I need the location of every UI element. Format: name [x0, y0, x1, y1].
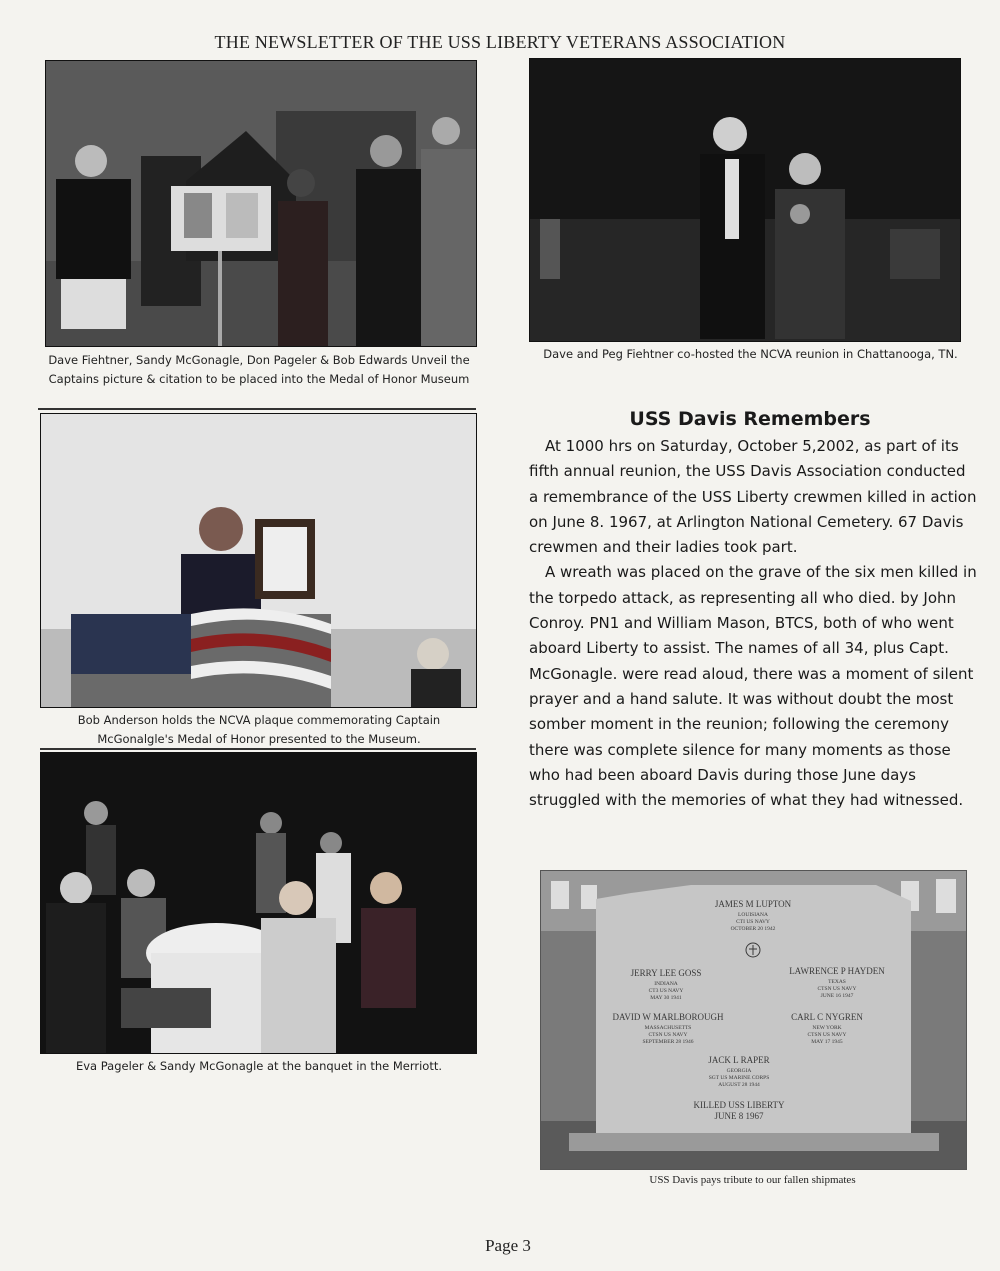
engraving-detail: CTSN US NAVY	[817, 986, 857, 992]
engraving-name: JAMES M LUPTON	[714, 899, 792, 909]
banquet-caption: Eva Pageler & Sandy McGonagle at the banquet in the Merriott.	[75, 1059, 443, 1073]
engraving-name: JERRY LEE GOSS	[630, 968, 702, 978]
divider-rule	[38, 408, 476, 410]
engraving-detail: SEPTEMBER 28 1946	[642, 1039, 694, 1045]
banquet-photo	[40, 752, 477, 1054]
engraving-detail: TEXAS	[828, 979, 846, 985]
engraving-detail: CTSN US NAVY	[648, 1032, 688, 1038]
engraving-detail: CT3 US NAVY	[648, 988, 684, 994]
divider-rule	[40, 748, 476, 750]
engraving-detail: NEW YORK	[812, 1025, 842, 1031]
hosts-caption: Dave and Peg Fiehtner co-hosted the NCVA reunion in Chattanooga, TN.	[543, 347, 958, 361]
engraving-detail: INDIANA	[654, 981, 678, 987]
headstone-photo	[540, 870, 967, 1170]
engraving-name: LAWRENCE P HAYDEN	[789, 966, 885, 976]
engraving-detail: AUGUST 28 1944	[718, 1082, 760, 1088]
engraving-detail: CTI US NAVY	[736, 919, 770, 925]
engraving-detail: MASSACHUSETTS	[644, 1025, 692, 1031]
engraving-detail: MAY 30 1941	[650, 995, 682, 1001]
engraving-name: DAVID W MARLBOROUGH	[612, 1012, 724, 1022]
hosts-photo	[529, 58, 961, 342]
engraving-detail: JUNE 16 1947	[820, 993, 854, 999]
headstone-caption: USS Davis pays tribute to our fallen shipmates	[649, 1174, 856, 1186]
page-number: Page 3	[485, 1236, 531, 1255]
unveiling-caption: Dave Fiehtner, Sandy McGonagle, Don Pageler & Bob Edwards Unveil the Captains picture & citation to be placed into the Medal of Honor Museum	[48, 353, 470, 386]
plaque-caption: Bob Anderson holds the NCVA plaque commemorating Captain McGonalgle's Medal of Honor presented to the Museum.	[77, 713, 441, 746]
engraving-detail: MAY 17 1945	[811, 1039, 843, 1045]
engraving-name: JACK L RAPER	[708, 1055, 770, 1065]
unveiling-photo	[45, 60, 477, 347]
article-paragraph: At 1000 hrs on Saturday, October 5,2002, as part of its fifth annual reunion, the USS Davis Association conducted a remembrance of the USS Liberty crewmen killed in action on June 8. 1967, at Arlington National Cemetery. 67 Davis crewmen and their ladies took part.	[529, 437, 977, 557]
newsletter-masthead: THE NEWSLETTER OF THE USS LIBERTY VETERANS ASSOCIATION	[214, 32, 786, 52]
article-body	[529, 434, 979, 813]
engraving-detail: GEORGIA	[726, 1068, 752, 1074]
engraving-name: CARL C NYGREN	[791, 1012, 863, 1022]
article-paragraph: A wreath was placed on the grave of the six men killed in the torpedo attack, as representing all who died. by John Conroy. PN1 and William Mason, BTCS, both of who went aboard Liberty to assist. The names of all 34, plus Capt. McGonagle. were read aloud, there was a moment of silent prayer and a hand salute. It was without doubt the most somber moment in the reunion; following the ceremony there was complete silence for many moments as those who had been aboard Davis during those June days struggled with the memories of what they had witnessed.	[529, 563, 977, 810]
engraving-detail: OCTOBER 20 1942	[730, 926, 776, 932]
engraving-detail: LOUISIANA	[738, 912, 768, 918]
engraving-detail: CTSN US NAVY	[807, 1032, 847, 1038]
engraving-footer: KILLED USS LIBERTY	[693, 1100, 785, 1110]
plaque-photo	[40, 413, 477, 708]
engraving-footer: JUNE 8 1967	[714, 1111, 764, 1121]
engraving-detail: SGT US MARINE CORPS	[708, 1075, 770, 1081]
article-title: USS Davis Remembers	[629, 408, 871, 430]
